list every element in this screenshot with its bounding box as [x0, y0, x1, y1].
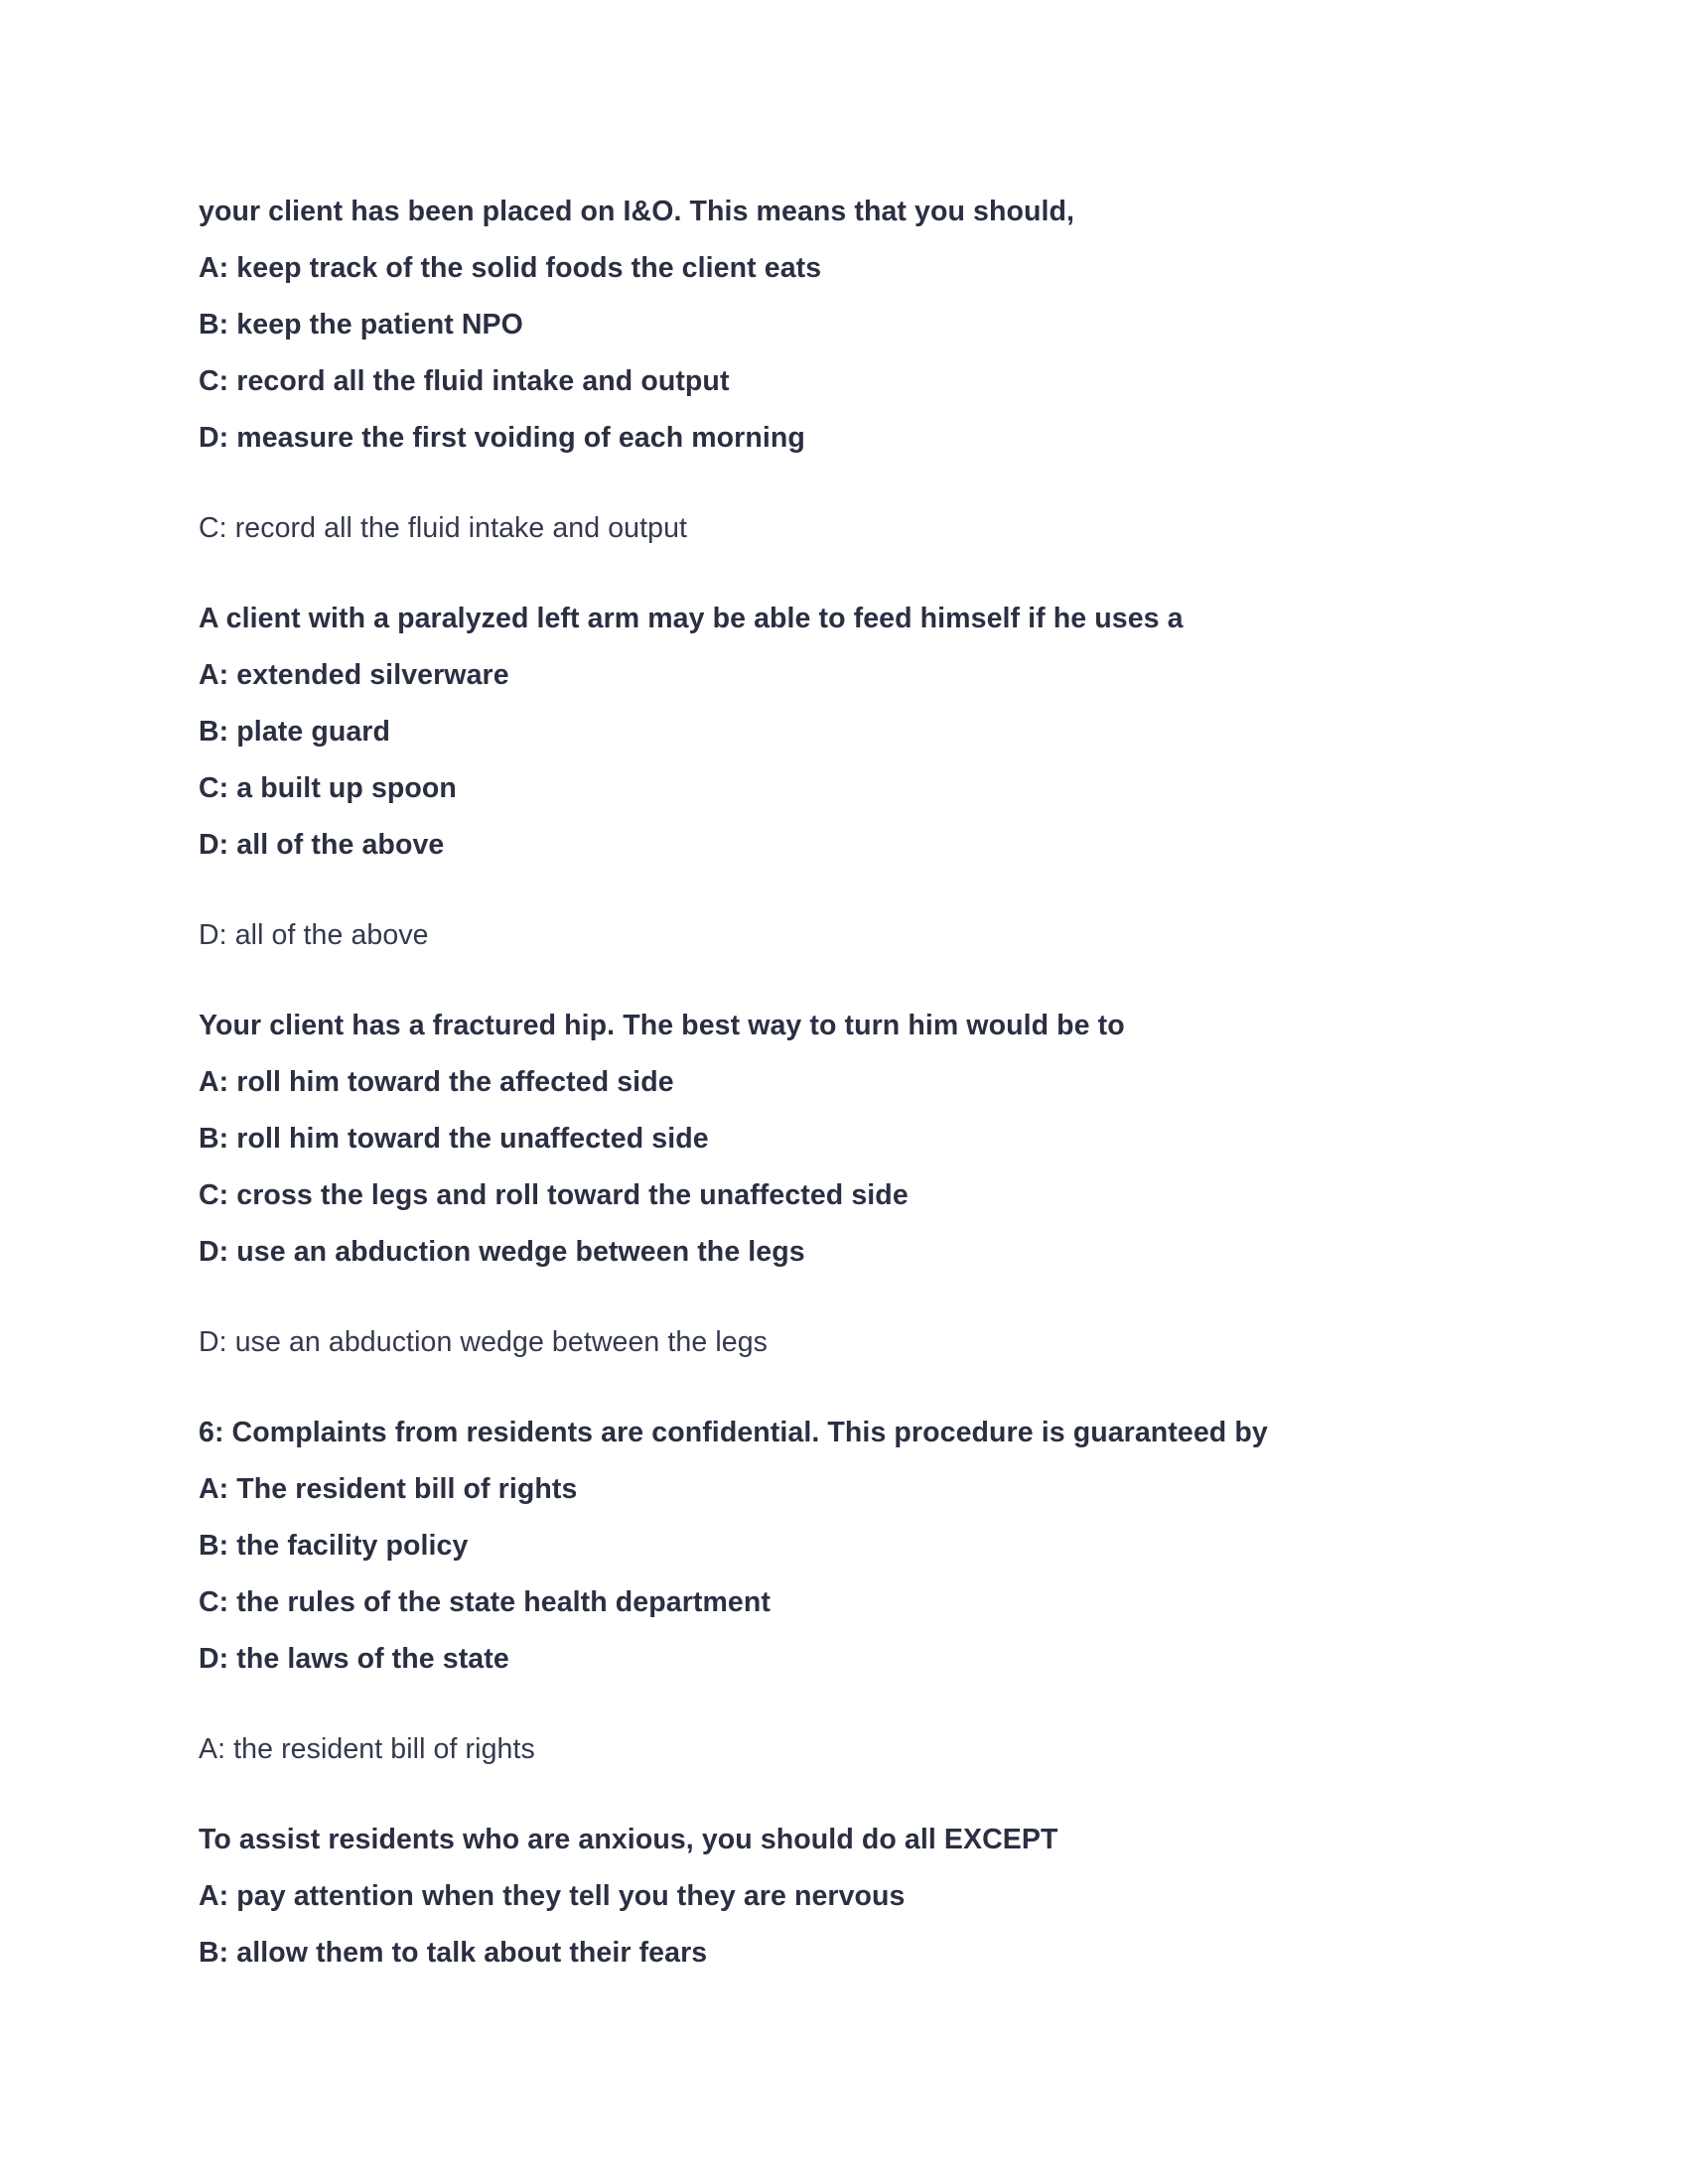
option-text: B: roll him toward the unaffected side [199, 1123, 709, 1155]
question-text: your client has been placed on I&O. This means that you should, [199, 196, 1075, 227]
option-text: A: extended silverware [199, 659, 509, 691]
question-block [199, 591, 1489, 874]
option-text: A: pay attention when they tell you they are nervous [199, 1880, 906, 1912]
option-text: A: The resident bill of rights [199, 1473, 578, 1505]
option-text: B: allow them to talk about their fears [199, 1937, 708, 1969]
option-text: C: a built up spoon [199, 772, 457, 804]
question-text: Your client has a fractured hip. The best way to turn him would be to [199, 1010, 1125, 1041]
question-text: To assist residents who are anxious, you should do all EXCEPT [199, 1824, 1058, 1855]
answer-text: C: record all the fluid intake and output [199, 512, 688, 544]
question-block [199, 1405, 1489, 1688]
option-text: B: the facility policy [199, 1530, 469, 1562]
answer-text: D: all of the above [199, 919, 429, 951]
answer-text: A: the resident bill of rights [199, 1733, 535, 1765]
option-text: D: all of the above [199, 829, 445, 861]
option-text: C: cross the legs and roll toward the unaffected side [199, 1179, 909, 1211]
option-text: C: the rules of the state health department [199, 1586, 771, 1618]
option-text: D: measure the first voiding of each morning [199, 422, 805, 454]
question-block [199, 1812, 1489, 1981]
question-text: A client with a paralyzed left arm may be able to feed himself if he uses a [199, 603, 1184, 634]
option-text: B: plate guard [199, 716, 390, 748]
answer-text: D: use an abduction wedge between the legs [199, 1326, 769, 1358]
document-body [199, 184, 1489, 1981]
question-block [199, 998, 1489, 1281]
option-text: D: the laws of the state [199, 1643, 509, 1675]
option-text: C: record all the fluid intake and output [199, 365, 730, 397]
option-text: A: roll him toward the affected side [199, 1066, 674, 1098]
answer-block [199, 500, 1489, 557]
option-text: B: keep the patient NPO [199, 309, 523, 341]
answer-block [199, 907, 1489, 964]
question-block [199, 184, 1489, 467]
answer-block [199, 1721, 1489, 1778]
option-text: A: keep track of the solid foods the client eats [199, 252, 822, 284]
answer-block [199, 1314, 1489, 1371]
question-text: 6: Complaints from residents are confidential. This procedure is guaranteed by [199, 1417, 1268, 1448]
option-text: D: use an abduction wedge between the legs [199, 1236, 805, 1268]
